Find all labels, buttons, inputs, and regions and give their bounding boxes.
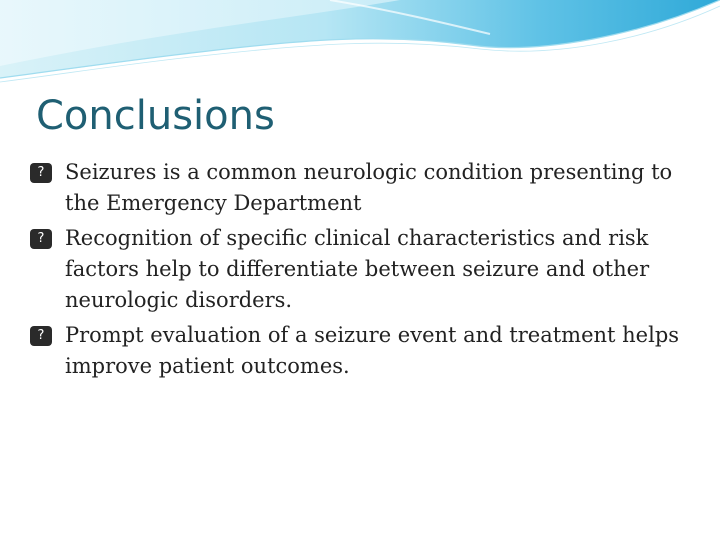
missing-glyph-bullet-icon: ? [30,326,52,346]
bullet-item [30,223,690,316]
slide-title: Conclusions [36,93,275,139]
missing-glyph-bullet-icon: ? [30,163,52,183]
bullet-text: Recognition of specific clinical characteristics and risk factors help to differentiate between seizure and other neurologic disorders. [65,226,650,312]
missing-glyph-bullet-icon: ? [30,229,52,249]
bullet-text: Seizures is a common neurologic condition presenting to the Emergency Department [65,160,673,215]
bullet-text: Prompt evaluation of a seizure event and treatment helps improve patient outcomes. [65,323,680,378]
bullet-item [30,320,690,382]
bullet-list [30,157,690,386]
bullet-item [30,157,690,219]
header-wave-decoration [0,0,720,90]
